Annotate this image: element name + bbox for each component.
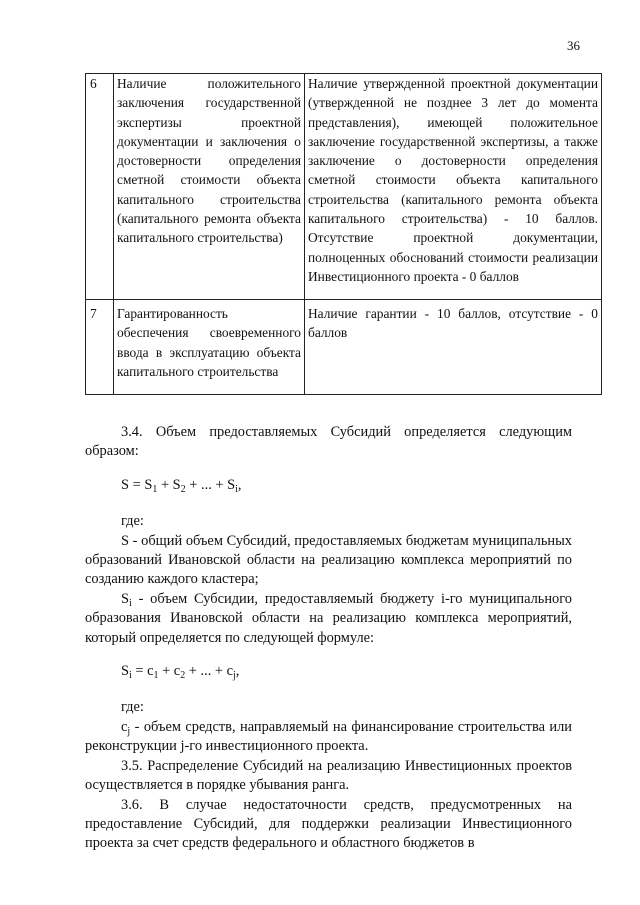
definition-text: - объем Субсидии, предоставляемый бюджету i-го муниципального образования Ивановской области на реализацию комплекса мероприятий, который определяется по следующей формуле: [85, 590, 572, 646]
formula-sub: j [233, 670, 236, 682]
formula-term: + ... + S [189, 476, 236, 493]
where-label: где: [121, 513, 144, 530]
definition-text: - объем средств, направляемый на финансирование строительства или реконструкции j-го инвестиционного проекта. [85, 718, 572, 755]
formula-end: , [235, 663, 240, 680]
formula-municipal-subsidy [85, 662, 572, 681]
formula-total-subsidy [85, 476, 572, 495]
criterion-scoring: Наличие утвержденной проектной документации (утвержденной не позднее 3 лет до момента представления), имеющей положительное заключение государственной экспертизы, а также заключение о достоверности определения сметной стоимости объекта капитального строительства (капитального ремонта объекта капитального строительства) - 10 баллов. Отсутствие проектной документации, полноценных обоснований стоимости реализации Инвестиционного проекта - 0 баллов [305, 74, 602, 300]
formula-term: = c [131, 663, 154, 680]
symbol: c [121, 718, 128, 735]
definition-si [85, 590, 572, 648]
paragraph-3-4: 3.4. Объем предоставляемых Субсидий определяется следующим образом: [85, 424, 572, 460]
formula-term: + c [158, 663, 181, 680]
criterion-name: Наличие положительного заключения государственной экспертизы проектной документации и заключения о достоверности определения сметной стоимости объекта капитального строительства (капитального ремонта объекта капитального строительства) [114, 74, 305, 300]
criterion-scoring: Наличие гарантии - 10 баллов, отсутствие - 0 баллов [305, 300, 602, 395]
symbol-sub: i [129, 597, 132, 609]
formula-eq: = [129, 476, 145, 493]
page-number: 36 [567, 38, 580, 53]
table-row [86, 300, 602, 395]
formula-sub: 2 [180, 483, 186, 495]
where-label: где: [121, 699, 144, 716]
formula-term: S [144, 476, 153, 493]
formula-sub: 1 [152, 483, 158, 495]
formula-sub: 2 [180, 670, 186, 682]
paragraph-3-6: 3.6. В случае недостаточности средств, предусмотренных на предоставление Субсидий, для поддержки реализации Инвестиционного проекта за счет средств федерального и областного бюджетов в [85, 796, 572, 852]
table-row [86, 74, 602, 300]
criterion-name: Гарантированность обеспечения своевременного ввода в эксплуатацию объекта капитального строительства [114, 300, 305, 395]
formula-sub: i [235, 483, 238, 495]
symbol: S [121, 590, 130, 607]
formula-sub: 1 [153, 670, 159, 682]
paragraph-3-5: 3.5. Распределение Субсидий на реализацию Инвестиционных проектов осуществляется в порядке убывания ранга. [85, 757, 572, 794]
formula-term: + ... + c [185, 663, 234, 680]
symbol-sub: j [127, 725, 131, 737]
formula-lhs: S [121, 476, 130, 493]
row-number: 7 [86, 300, 114, 395]
formula-sub: i [129, 670, 132, 682]
formula-term: + S [160, 476, 181, 493]
criteria-table [85, 73, 602, 395]
document-body [85, 423, 572, 854]
definition-cj [85, 718, 572, 757]
formula-end: , [237, 476, 242, 493]
formula-lhs: S [121, 663, 130, 680]
definition-s: S - общий объем Субсидий, предоставляемых бюджетам муниципальных образований Ивановской области на реализацию комплекса мероприятий по созданию каждого кластера; [85, 532, 572, 588]
row-number: 6 [86, 74, 114, 300]
